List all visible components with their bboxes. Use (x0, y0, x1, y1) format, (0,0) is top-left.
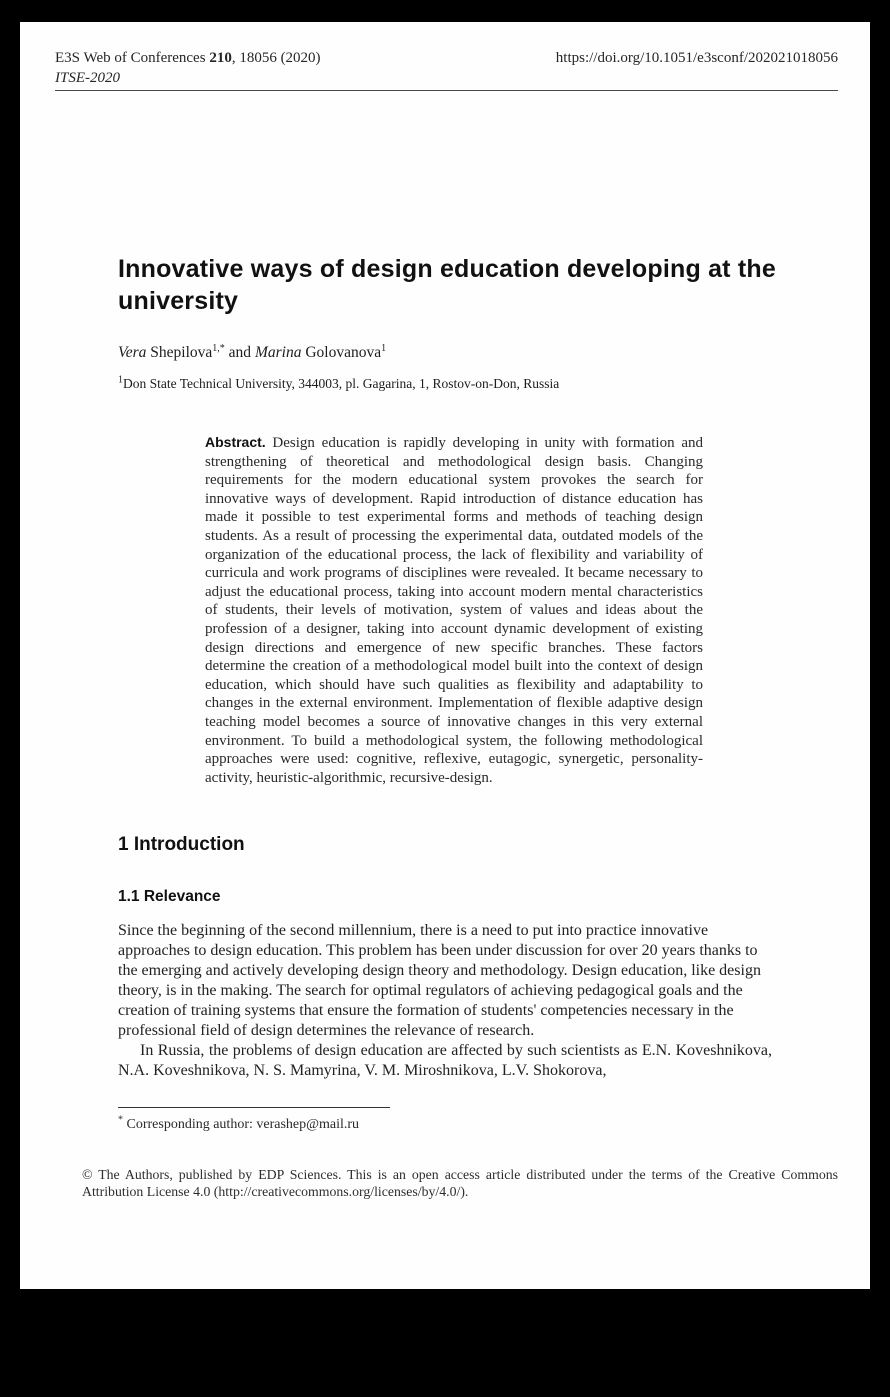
conference-name: ITSE-2020 (55, 70, 120, 86)
author-last-name: Shepilova (146, 344, 213, 361)
header-rule (55, 90, 838, 91)
author-first-name: Marina (254, 344, 302, 361)
license-statement: © The Authors, published by EDP Sciences. This is an open access article distributed under the terms of the Creative Commons Attribution License 4.0 (http://creativecommons.org/licenses/by/4.0/). (82, 1167, 838, 1200)
footnote-rule (118, 1107, 390, 1108)
subsection-heading-relevance: 1.1 Relevance (118, 888, 221, 906)
journal-citation (55, 48, 321, 68)
footnote-marker: * (118, 1114, 123, 1126)
journal-name: E3S Web of Conferences (55, 50, 210, 66)
journal-volume: 210 (209, 50, 232, 66)
paper-page (20, 22, 870, 1289)
authors-line (118, 343, 772, 363)
abstract-label: Abstract. (205, 434, 266, 450)
affiliation-marker: 1 (118, 374, 123, 386)
running-header (55, 48, 838, 68)
abstract (205, 433, 703, 787)
author-first-name: Vera (118, 344, 147, 361)
author-affiliation-marker: 1,* (212, 342, 225, 354)
paragraph-relevance-1: Since the beginning of the second millennium, there is a need to put into practice innovative approaches to design education. This problem has been under discussion for over 20 years thanks to the emerging and actively developing design theory and methodology. Design education, like design theory, is in the making. The search for optimal regulators of achieving pedagogical goals and the creation of training systems that ensure the formation of students' competencies necessary in the professional field of design determines the relevance of research. (118, 922, 761, 1040)
footnote-text: Corresponding author: verashep@mail.ru (123, 1117, 360, 1133)
affiliation (118, 375, 772, 393)
paper-title: Innovative ways of design education developing at the university (118, 255, 776, 315)
author-last-name: Golovanova (301, 344, 382, 361)
authors-conjunction: and (224, 344, 255, 361)
abstract-text: Design education is rapidly developing in unity with formation and strengthening of theoretical and methodological design basis. Changing requirements for the modern educational system provokes the search for innovative ways of development. Rapid introduction of distance education has made it possible to test experimental forms and methods of teaching design students. As a result of processing the experimental data, outdated models of the organization of the educational process, the lack of flexibility and variability of curricula and work programs of disciplines were revealed. It became necessary to adjust the educational process, taking into account modern mental characteristics of students, their levels of motivation, system of values and ideas about the profession of a designer, taking into account dynamic development of existing design directions and emergence of new specific branches. These factors determine the creation of a methodological model built into the context of design education, which should have such qualities as flexibility and adaptability to changes in the external environment. Implementation of flexible adaptive design teaching model becomes a source of innovative changes in this very external environment. To build a methodological system, the following methodological approaches were used: cognitive, reflexive, eutagogic, synergetic, personality-activity, heuristic-algorithmic, recursive-design. (205, 435, 703, 786)
doi-text: https://doi.org/10.1051/e3sconf/202021018056 (555, 50, 838, 66)
footnote-corresponding-author (118, 1116, 772, 1134)
section-heading-introduction: 1 Introduction (118, 834, 245, 856)
journal-issue: , 18056 (2020) (231, 50, 321, 66)
affiliation-text: Don State Technical University, 344003, pl. Gagarina, 1, Rostov-on-Don, Russia (123, 376, 560, 391)
paragraph-relevance-2: In Russia, the problems of design education are affected by such scientists as E.N. Koveshnikova, N.A. Koveshnikova, N. S. Mamyrina, V. M. Miroshnikova, L.V. Shokorova, (118, 1042, 772, 1080)
author-affiliation-marker: 1 (381, 342, 387, 354)
